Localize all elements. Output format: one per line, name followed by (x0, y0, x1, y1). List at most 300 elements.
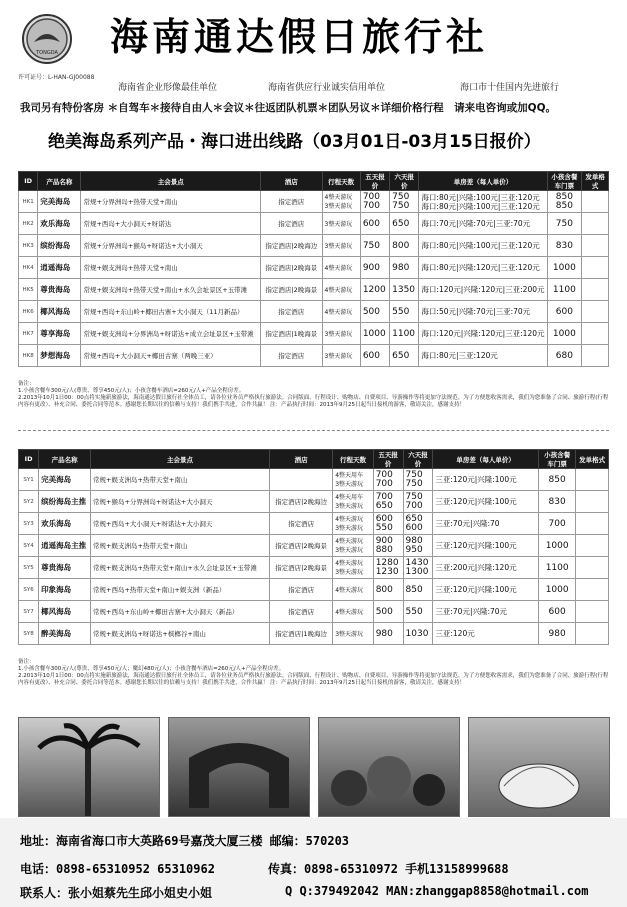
child-price-cell (538, 601, 575, 623)
dispatch-format (582, 257, 609, 279)
table-row (19, 191, 609, 213)
days: 4整天游玩 (335, 559, 364, 567)
five-day-price-cell (360, 235, 389, 257)
days: 4整天游玩 (335, 609, 364, 616)
column-header: 五天报价 (373, 450, 403, 469)
single-room-diff: 三亚:70元|兴隆:70元 (435, 607, 508, 616)
five-day-price-cell (360, 345, 389, 367)
days-cell (322, 345, 360, 367)
single-room-diff: 三亚:120元|兴隆:100元 (435, 497, 517, 506)
child-price-cell (547, 235, 582, 257)
award-2: 海南省供应行业诚实信用单位 (268, 83, 386, 93)
five-day-price-cell (360, 257, 389, 279)
attractions: 常规+蜈支洲岛+分界洲岛+呀诺达+成立会址景区+玉带滩 (81, 323, 261, 345)
days: 4整天用车 (335, 471, 364, 479)
haikou-notes (18, 381, 609, 409)
single-room-diff-cell (419, 213, 547, 235)
six-day-price-cell (403, 601, 433, 623)
six-day-price: 950 (405, 544, 423, 555)
six-day-price: 1350 (392, 284, 416, 295)
five-day-price: 500 (362, 306, 381, 317)
child-price: 1100 (545, 562, 569, 573)
dispatch-format (576, 469, 609, 491)
child-price: 1000 (545, 540, 569, 551)
days: 4整天游玩 (324, 309, 353, 316)
table-row (19, 579, 609, 601)
days-cell (333, 557, 373, 579)
single-room-diff-cell (433, 557, 539, 579)
table-row (19, 301, 609, 323)
single-room-diff-cell (433, 579, 539, 601)
product-id: HK3 (19, 235, 38, 257)
six-day-price-cell (403, 623, 433, 645)
attractions: 常规+蜈支洲岛+热带天堂+南山 (91, 469, 270, 491)
six-day-price-cell (403, 579, 433, 601)
five-day-price-cell (360, 323, 389, 345)
sanya-price-table (18, 449, 609, 645)
single-room-diff: 海口:50元|兴隆:70元|三亚:70元 (421, 307, 531, 316)
six-day-price-cell (390, 345, 419, 367)
attractions: 常规+分界洲岛+热带天堂+南山 (81, 191, 261, 213)
six-day-price-cell (403, 491, 433, 513)
column-header: 单房差（每人单价） (433, 450, 539, 469)
product-id: SY1 (19, 469, 39, 491)
attractions: 常规+猴岛+分界洲岛+呀诺达+大小洞天 (91, 491, 270, 513)
product-name: 印象海岛 (39, 579, 91, 601)
column-header: 行程天数 (322, 172, 360, 191)
attractions: 常规+分界洲岛+猴岛+呀诺达+大小洞天 (81, 235, 261, 257)
single-room-diff-cell (419, 257, 547, 279)
note-line: 备注： (18, 659, 35, 665)
child-price: 830 (548, 496, 566, 507)
six-day-price: 1300 (405, 566, 429, 577)
five-day-price-cell (360, 279, 389, 301)
five-day-price: 700 (375, 469, 393, 480)
product-id: SY8 (19, 623, 39, 645)
single-room-diff-cell (419, 345, 547, 367)
product-id: HK5 (19, 279, 38, 301)
child-price: 1000 (552, 262, 576, 273)
dispatch-format (582, 345, 609, 367)
table-row (19, 623, 609, 645)
dispatch-format (582, 213, 609, 235)
six-day-price: 850 (405, 584, 423, 595)
hotel: 指定酒店|2晚海景 (269, 535, 332, 557)
five-day-price: 1200 (362, 284, 386, 295)
child-price: 1000 (545, 584, 569, 595)
dispatch-format (582, 323, 609, 345)
table-row (19, 235, 609, 257)
six-day-price: 750 (405, 478, 423, 489)
column-header: 产品名称 (38, 172, 81, 191)
dispatch-format (582, 279, 609, 301)
table-row (19, 601, 609, 623)
single-room-diff: 海口:80元|兴隆:100元|三亚:120元 (421, 241, 540, 250)
header-row (19, 172, 609, 191)
table-row (19, 469, 609, 491)
column-header: 发单格式 (582, 172, 609, 191)
haikou-price-table (18, 171, 609, 367)
child-price-cell (538, 513, 575, 535)
five-day-price: 600 (375, 513, 393, 524)
five-day-price: 1230 (375, 566, 399, 577)
days: 3整天游玩 (324, 202, 353, 210)
phone: 电话：0898-65310952 65310962 (20, 862, 215, 876)
child-price-cell (547, 257, 582, 279)
product-name: 缤纷海岛 (38, 235, 81, 257)
attractions: 常规+西岛+大小洞天+呀诺达 (81, 213, 261, 235)
six-day-price: 750 (392, 200, 410, 211)
attractions: 常规+西岛+热带天堂+南山+蜈支洲（新品） (91, 579, 270, 601)
six-day-price: 750 (405, 469, 423, 480)
five-day-price-cell (373, 469, 403, 491)
five-day-price-cell (373, 601, 403, 623)
dispatch-format (582, 301, 609, 323)
child-price: 850 (555, 191, 573, 202)
child-price: 600 (555, 306, 573, 317)
six-day-price: 650 (392, 350, 410, 361)
attractions: 常规+蜈支洲岛+热带天堂+南山 (81, 257, 261, 279)
attractions: 常规+蜈支洲岛+呀诺达+槟榔谷+南山 (91, 623, 270, 645)
column-header: ID (19, 172, 38, 191)
five-day-price: 650 (375, 500, 393, 511)
product-name: 逍遥海岛主推 (39, 535, 91, 557)
six-day-price-cell (390, 323, 419, 345)
dispatch-format (582, 235, 609, 257)
days: 4整天游玩 (335, 587, 364, 594)
six-day-price-cell (390, 191, 419, 213)
hotel: 指定酒店|2晚海景 (261, 257, 322, 279)
five-day-price: 980 (375, 628, 393, 639)
child-price-cell (538, 469, 575, 491)
logo-emblem-icon (24, 16, 70, 62)
child-price-cell (547, 301, 582, 323)
product-name: 缤纷海岛主推 (39, 491, 91, 513)
address: 地址：海南省海口市大英路69号嘉茂大厦三楼 邮编：570203 (20, 834, 350, 848)
days: 4整天游玩 (324, 287, 353, 294)
gate-icon (169, 718, 309, 816)
note-line: 备注： (18, 381, 35, 387)
six-day-price-cell (390, 301, 419, 323)
child-price-cell (547, 191, 582, 213)
gate-photo (168, 717, 310, 817)
child-price: 1100 (552, 284, 576, 295)
column-header: 五天报价 (360, 172, 389, 191)
product-id: SY5 (19, 557, 39, 579)
single-room-diff-cell (419, 235, 547, 257)
column-header: 六天报价 (390, 172, 419, 191)
five-day-price: 600 (362, 218, 381, 229)
services-line: 我司另有特份客房 ＊自驾车＊接待自由人＊会议＊往返团队机票＊团队另议＊详细价格行程 请来电咨询或加QQ。 (20, 102, 557, 114)
product-name: 尊贵海岛 (38, 279, 81, 301)
child-price: 850 (548, 474, 566, 485)
company-title: 海南通达假日旅行社 (110, 14, 489, 59)
note-line: 2.2013年10月1日00：00点将实施新旅游法，海南通达假日旅行社全体员工，请各位业务员严格执行旅游法。合同版面、行程设计、购物店、自费项目、导游操作等将更加守法规范。为了方便您收客需求，我们为您准备了合同、旅游行程(行程内容有更改）、补充合同、委托合同等范本。感谢您长期以往的信赖与支持！我们携手共进，合作共赢！ 注：产品执行时间：2013年9月25日起当日接机的游客，敬请关注，感谢支持！ (18, 673, 609, 686)
six-day-price: 1100 (392, 328, 416, 339)
five-day-price-cell (360, 213, 389, 235)
logo-text: TONGDA (36, 50, 58, 56)
product-id: HK4 (19, 257, 38, 279)
six-day-price-cell (390, 257, 419, 279)
days-cell (333, 601, 373, 623)
column-header: 产品名称 (39, 450, 91, 469)
days-cell (322, 301, 360, 323)
five-day-price: 700 (362, 200, 381, 211)
table-row (19, 213, 609, 235)
five-day-price: 1000 (362, 328, 386, 339)
attractions: 常规+西岛+大小洞天+椰田古寨（两晚三亚） (81, 345, 261, 367)
six-day-price-cell (403, 535, 433, 557)
days: 3整天游玩 (324, 243, 353, 250)
product-name: 尊贵海岛 (39, 557, 91, 579)
six-day-price: 700 (405, 500, 423, 511)
child-price: 1000 (552, 328, 576, 339)
shell-icon (469, 718, 609, 816)
table-row (19, 513, 609, 535)
single-room-diff: 海口:80元|三亚:120元 (421, 351, 498, 360)
days-cell (333, 491, 373, 513)
child-price: 980 (548, 628, 566, 639)
single-room-diff-cell (419, 191, 547, 213)
table-row (19, 557, 609, 579)
product-id: SY2 (19, 491, 39, 513)
child-price-cell (538, 557, 575, 579)
six-day-price: 980 (392, 262, 410, 273)
single-room-diff: 海口:70元|兴隆:70元|三亚:70元 (421, 219, 531, 228)
divider (18, 430, 609, 431)
days: 3整天游玩 (335, 502, 364, 510)
flower-icon (319, 718, 459, 816)
six-day-price: 1030 (405, 628, 429, 639)
dispatch-format (576, 623, 609, 645)
single-room-diff-cell (433, 601, 539, 623)
product-name: 完美海岛 (39, 469, 91, 491)
five-day-price: 700 (375, 478, 393, 489)
days-cell (333, 535, 373, 557)
column-header: 六天报价 (403, 450, 433, 469)
six-day-price: 1430 (405, 557, 429, 568)
garden-photo (318, 717, 460, 817)
column-header: 单房差（每人单价） (419, 172, 547, 191)
product-id: HK6 (19, 301, 38, 323)
product-name: 逍遥海岛 (38, 257, 81, 279)
single-room-diff-cell (419, 301, 547, 323)
product-id: SY3 (19, 513, 39, 535)
five-day-price-cell (373, 513, 403, 535)
five-day-price: 800 (375, 584, 393, 595)
attractions: 常规+蜈支洲岛+热带天堂+南山 (91, 535, 270, 557)
child-price: 850 (555, 200, 573, 211)
days: 3整天游玩 (335, 546, 364, 554)
footer (0, 818, 627, 907)
product-name: 欢乐海岛 (39, 513, 91, 535)
days-cell (333, 579, 373, 601)
table-row (19, 491, 609, 513)
child-price: 750 (555, 218, 573, 229)
hotel: 指定酒店 (261, 213, 322, 235)
days: 3整天游玩 (335, 568, 364, 576)
six-day-price-cell (390, 279, 419, 301)
dispatch-format (576, 491, 609, 513)
child-price: 700 (548, 518, 566, 529)
product-id: HK2 (19, 213, 38, 235)
table-row (19, 345, 609, 367)
single-room-diff: 海口:80元|兴隆:100元|三亚:120元 (421, 192, 540, 202)
award-3: 海口市十佳国内先进旅行 (460, 83, 560, 93)
five-day-price: 500 (375, 606, 393, 617)
column-header: ID (19, 450, 39, 469)
days: 3整天游玩 (324, 353, 353, 360)
five-day-price: 750 (362, 240, 381, 251)
six-day-price-cell (390, 213, 419, 235)
days: 3整天游玩 (335, 631, 364, 638)
hotel: 指定酒店|2晚海边 (261, 235, 322, 257)
days: 3整天游玩 (324, 221, 353, 228)
product-name: 完美海岛 (38, 191, 81, 213)
column-header: 主会景点 (81, 172, 261, 191)
column-header: 主会景点 (91, 450, 270, 469)
product-id: HK1 (19, 191, 38, 213)
six-day-price: 800 (392, 240, 410, 251)
product-banner: 绝美海岛系列产品・海口进出线路（03月01日-03月15日报价） (48, 132, 541, 152)
logo (22, 14, 72, 64)
days: 3整天游玩 (335, 524, 364, 532)
five-day-price-cell (360, 191, 389, 213)
hotel: 指定酒店 (261, 345, 322, 367)
single-room-diff: 三亚:70元|兴隆:70 (435, 519, 500, 528)
single-room-diff: 海口:120元|兴隆:120元|三亚:120元 (421, 329, 545, 338)
five-day-price-cell (373, 623, 403, 645)
dispatch-format (576, 513, 609, 535)
six-day-price-cell (403, 557, 433, 579)
six-day-price-cell (403, 469, 433, 491)
product-id: HK8 (19, 345, 38, 367)
five-day-price: 550 (375, 522, 393, 533)
attractions: 常规+蜈支洲岛+热带天堂+南山+永久会址景区+玉带滩 (81, 279, 261, 301)
column-header: 酒店 (269, 450, 332, 469)
product-name: 醉美海岛 (39, 623, 91, 645)
days-cell (322, 323, 360, 345)
palm-icon (19, 718, 159, 816)
header-row (19, 450, 609, 469)
single-room-diff-cell (433, 535, 539, 557)
child-price-cell (547, 279, 582, 301)
five-day-price-cell (373, 579, 403, 601)
column-header: 行程天数 (333, 450, 373, 469)
six-day-price-cell (390, 235, 419, 257)
days: 4整天游玩 (324, 265, 353, 272)
single-room-diff-cell (433, 623, 539, 645)
qq-email: Q Q:379492042 MAN:zhanggap8858@hotmail.com (285, 884, 589, 898)
child-price: 680 (555, 350, 573, 361)
days-cell (322, 235, 360, 257)
table-row (19, 257, 609, 279)
six-day-price: 650 (405, 513, 423, 524)
table-row (19, 323, 609, 345)
attractions: 常规+西岛+大小洞天+呀诺达+大小洞天 (91, 513, 270, 535)
single-room-diff: 三亚:120元|兴隆:100元 (435, 585, 517, 594)
hotel: 指定酒店 (261, 191, 322, 213)
days: 4整天游玩 (324, 193, 353, 201)
column-header: 酒店 (261, 172, 322, 191)
child-price-cell (547, 345, 582, 367)
palm-tree-photo (18, 717, 160, 817)
five-day-price: 600 (362, 350, 381, 361)
award-1: 海南省企业形像最佳单位 (118, 83, 218, 93)
column-header: 小孩含餐车门票 (538, 450, 575, 469)
license-number: 许可证号：L-HAN-GJ00088 (18, 74, 95, 81)
child-price-cell (538, 491, 575, 513)
six-day-price: 550 (392, 306, 410, 317)
single-room-diff-cell (433, 513, 539, 535)
days-cell (322, 191, 360, 213)
product-id: SY4 (19, 535, 39, 557)
hotel: 指定酒店 (261, 301, 322, 323)
five-day-price-cell (373, 535, 403, 557)
hotel: 指定酒店|2晚海景 (261, 279, 322, 301)
child-price-cell (538, 623, 575, 645)
attractions: 常规+蜈支洲岛+热带天堂+南山+永久会址景区+玉带滩 (91, 557, 270, 579)
six-day-price: 750 (392, 191, 410, 202)
six-day-price: 750 (405, 491, 423, 502)
dispatch-format (576, 601, 609, 623)
five-day-price: 700 (375, 491, 393, 502)
product-name: 椰风海岛 (39, 601, 91, 623)
product-name: 欢乐海岛 (38, 213, 81, 235)
dispatch-format (576, 579, 609, 601)
child-price-cell (547, 323, 582, 345)
note-line: 1.小孩含餐车300元/人(尊贵、尊享450元/人；魔幻480元/人)；小孩含餐车酒店=260元/人+产品全程房差。 (18, 666, 285, 672)
days-cell (333, 469, 373, 491)
five-day-price-cell (373, 557, 403, 579)
hotel: 指定酒店|1晚海边 (269, 623, 332, 645)
child-price-cell (538, 579, 575, 601)
table-row (19, 535, 609, 557)
days-cell (333, 513, 373, 535)
five-day-price: 880 (375, 544, 393, 555)
six-day-price: 650 (392, 218, 410, 229)
photo-strip (18, 717, 609, 815)
child-price-cell (538, 535, 575, 557)
child-price-cell (547, 213, 582, 235)
single-room-diff: 三亚:120元|兴隆:100元 (435, 541, 517, 550)
hotel: 指定酒店|2晚海景 (269, 557, 332, 579)
dispatch-format (576, 557, 609, 579)
shell-photo (468, 717, 610, 817)
five-day-price-cell (360, 301, 389, 323)
five-day-price: 700 (362, 191, 381, 202)
column-header: 小孩含餐车门票 (547, 172, 582, 191)
hotel: 指定酒店|2晚海边 (269, 491, 332, 513)
product-name: 椰风海岛 (38, 301, 81, 323)
hotel: 指定酒店 (269, 601, 332, 623)
single-room-diff-cell (433, 491, 539, 513)
hotel: 指定酒店 (269, 513, 332, 535)
dispatch-format (576, 535, 609, 557)
six-day-price: 600 (405, 522, 423, 533)
child-price: 600 (548, 606, 566, 617)
product-id: HK7 (19, 323, 38, 345)
single-room-diff-cell (419, 323, 547, 345)
days: 4整天游玩 (335, 515, 364, 523)
days-cell (322, 213, 360, 235)
days: 3整天游玩 (324, 331, 353, 338)
note-line: 2.2013年10月1日00：00点将实施新旅游法，海南通达假日旅行社全体员工，请各位业务员严格执行旅游法。合同版面、行程设计、购物店、自费项目、导游操作等将更加守法规范。为了方便您收客需求，我们为您准备了合同、旅游行程(行程内容有更改）、补充合同、委托合同等范本。感谢您长期以往的信赖与支持！我们携手共进，合作共赢！ 注：产品执行时间：2013年9月25日起当日接机的游客，敬请关注，感谢支持！ (18, 395, 609, 408)
table-row (19, 279, 609, 301)
six-day-price-cell (403, 513, 433, 535)
single-room-diff: 三亚:120元 (435, 629, 475, 638)
days: 4整天游玩 (335, 537, 364, 545)
